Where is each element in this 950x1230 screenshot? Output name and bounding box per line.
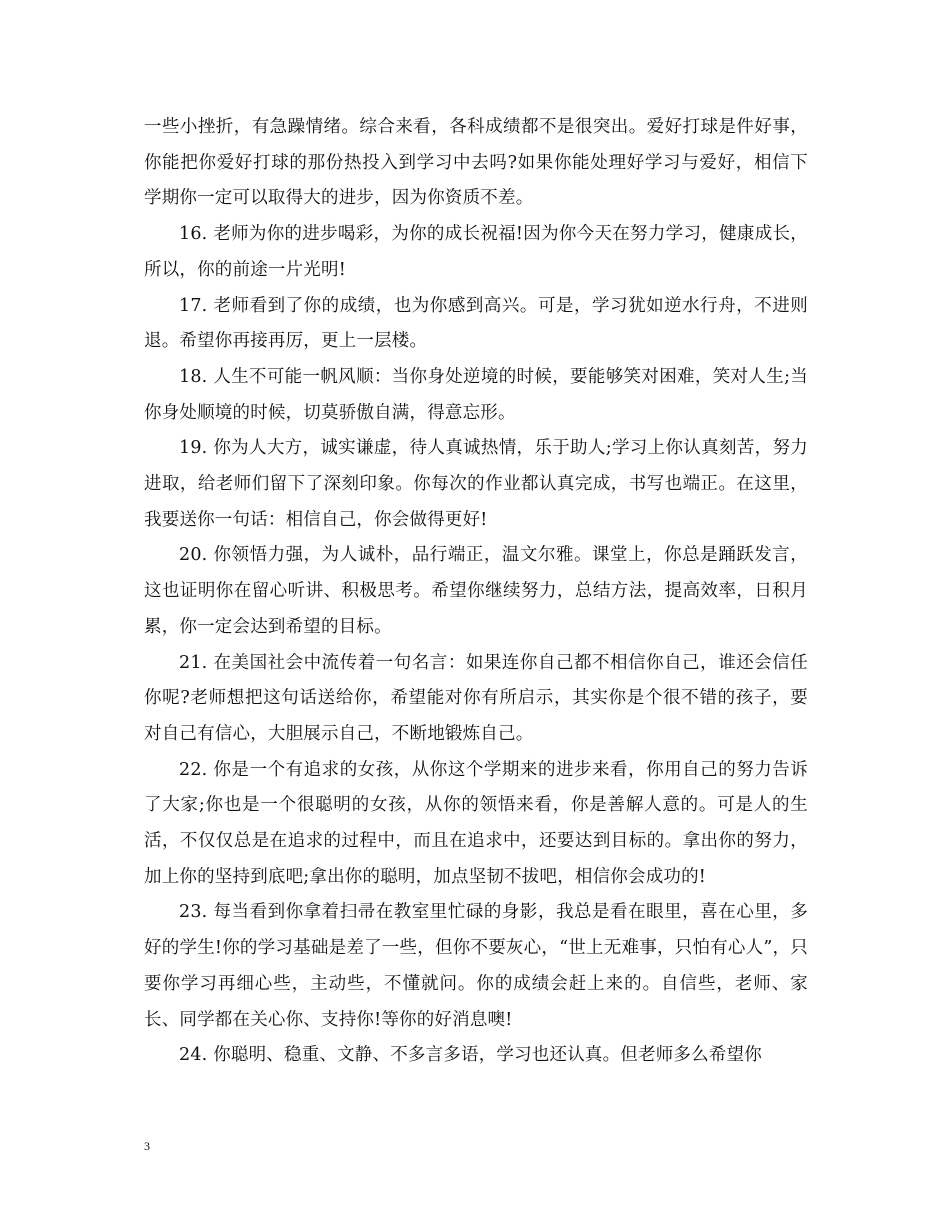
paragraph-23: 23. 每当看到你拿着扫帚在教室里忙碌的身影，我总是看在眼里，喜在心里，多好的学生!你的学习基础是差了一些，但你不要灰心，“世上无难事，只怕有心人”，只要你学习再细心些，主动些，不懂就问。你的成绩会赶上来的。自信些，老师、家长、同学都在关心你、支持你!等你的好消息噢! [144,902,808,1030]
paragraph-20: 20. 你领悟力强，为人诚朴，品行端正，温文尔雅。课堂上，你总是踊跃发言，这也证明你在留心听讲、积极思考。希望你继续努力，总结方法，提高效率，日积月累，你一定会达到希望的目标。 [144,545,808,637]
document-body [144,110,808,1074]
paragraph-continued: 一些小挫折，有急躁情绪。综合来看，各科成绩都不是很突出。爱好打球是件好事，你能把你爱好打球的那份热投入到学习中去吗?如果你能处理好学习与爱好，相信下学期你一定可以取得大的进步，因为你资质不差。 [144,117,808,209]
paragraph-16: 16. 老师为你的进步喝彩，为你的成长祝福!因为你今天在努力学习，健康成长，所以，你的前途一片光明! [144,224,808,280]
paragraph-17: 17. 老师看到了你的成绩，也为你感到高兴。可是，学习犹如逆水行舟，不进则退。希望你再接再厉，更上一层楼。 [144,295,808,352]
paragraph-19: 19. 你为人大方，诚实谦虚，待人真诚热情，乐于助人;学习上你认真刻苦，努力进取，给老师们留下了深刻印象。你每次的作业都认真完成，书写也端正。在这里，我要送你一句话：相信自己，你会做得更好! [144,438,808,530]
paragraph-24: 24. 你聪明、稳重、文静、不多言多语，学习也还认真。但老师多么希望你 [179,1045,762,1066]
paragraph-18: 18. 人生不可能一帆风顺：当你身处逆境的时候，要能够笑对困难，笑对人生;当你身处顺境的时候，切莫骄傲自满，得意忘形。 [144,366,808,423]
paragraph-21: 21. 在美国社会中流传着一句名言：如果连你自己都不相信你自己，谁还会信任你呢?老师想把这句话送给你，希望能对你有所启示，其实你是个很不错的孩子，要对自己有信心，大胆展示自己，不断地锻炼自己。 [144,652,808,744]
paragraph-22: 22. 你是一个有追求的女孩，从你这个学期来的进步来看，你用自己的努力告诉了大家;你也是一个很聪明的女孩，从你的领悟来看，你是善解人意的。可是人的生活，不仅仅总是在追求的过程中，而且在追求中，还要达到目标的。拿出你的努力，加上你的坚持到底吧;拿出你的聪明，加点坚韧不拔吧，相信你会成功的! [144,759,808,887]
page-number: 3 [144,1139,150,1153]
